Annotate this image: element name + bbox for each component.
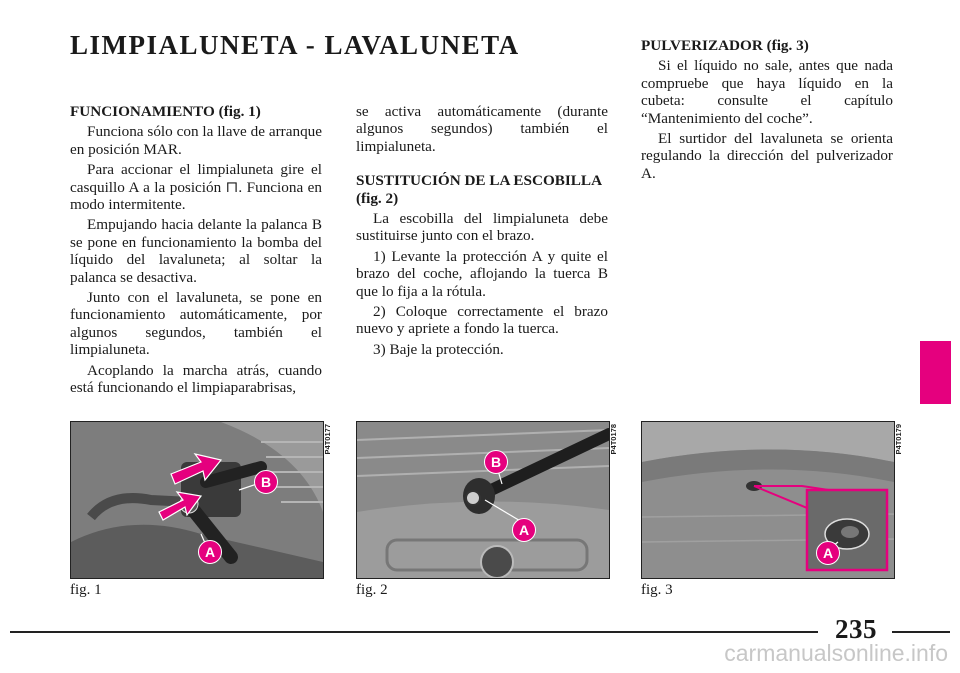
paragraph: El surtidor del lavaluneta se orienta regulando la dirección del pulverizador A. — [641, 130, 893, 182]
figure-3-caption: fig. 3 — [641, 582, 673, 598]
figure-1-label-b: B — [254, 470, 278, 494]
section-heading-sustitucion: SUSTITUCIÓN DE LA ESCOBILLA (fig. 2) — [356, 172, 602, 207]
figure-2-label-b: B — [484, 450, 508, 474]
figure-2-code: P4T0178 — [609, 424, 618, 455]
section-heading-funcionamiento: FUNCIONAMIENTO (fig. 1) — [70, 103, 261, 120]
figure-1-lever — [70, 421, 324, 579]
footer-rule — [10, 631, 818, 633]
figure-1-caption: fig. 1 — [70, 582, 102, 598]
column-pulverizador — [641, 37, 893, 182]
paragraph: 2) Coloque correctamente el brazo nuevo y apriete a fondo la tuerca. — [356, 303, 608, 338]
figure-1-label-a: A — [198, 540, 222, 564]
paragraph: se activa automáticamente (durante algunos segundos) también el limpialuneta. — [356, 103, 608, 155]
figure-2-wiper-arm — [356, 421, 610, 579]
figure-1-code: P4T0177 — [323, 424, 332, 455]
footer-rule — [892, 631, 950, 633]
page-number: 235 — [835, 614, 877, 644]
paragraph: 1) Levante la protección A y quite el brazo del coche, aflojando la tuerca B que lo fija a la rótula. — [356, 247, 608, 300]
column-sustitucion — [356, 103, 608, 358]
section-tab-marker — [920, 341, 951, 404]
paragraph: Para accionar el limpialuneta gire el casquillo A a la posición ⊓. Funciona en modo intermitente. — [70, 161, 322, 214]
section-heading-pulverizador: PULVERIZADOR (fig. 3) — [641, 37, 809, 54]
figure-3-code: P4T0179 — [894, 424, 903, 455]
watermark: carmanualsonline.info — [724, 640, 948, 666]
figure-2-caption: fig. 2 — [356, 582, 388, 598]
figure-3-nozzle — [641, 421, 895, 579]
figure-2-label-a: A — [512, 518, 536, 542]
column-funcionamiento — [70, 103, 322, 397]
paragraph: La escobilla del limpialuneta debe sustituirse junto con el brazo. — [356, 210, 608, 245]
figure-3-label-a: A — [816, 541, 840, 565]
page-title: LIMPIALUNETA - LAVALUNETA — [70, 30, 520, 60]
paragraph: Si el líquido no sale, antes que nada compruebe que haya líquido en la cubeta: consulte el capítulo “Mantenimiento del coche”. — [641, 57, 893, 127]
paragraph: Funciona sólo con la llave de arranque en posición MAR. — [70, 123, 322, 158]
paragraph: Acoplando la marcha atrás, cuando está funcionando el limpiaparabrisas, — [70, 361, 322, 397]
paragraph: 3) Baje la protección. — [373, 340, 504, 358]
paragraph: Junto con el lavaluneta, se pone en funcionamiento automáticamente, por algunos segundos, también el limpialuneta. — [70, 289, 322, 359]
paragraph: Empujando hacia delante la palanca B se pone en funcionamiento la bomba del líquido del lavaluneta; al soltar la palanca se desactiva. — [70, 216, 322, 286]
